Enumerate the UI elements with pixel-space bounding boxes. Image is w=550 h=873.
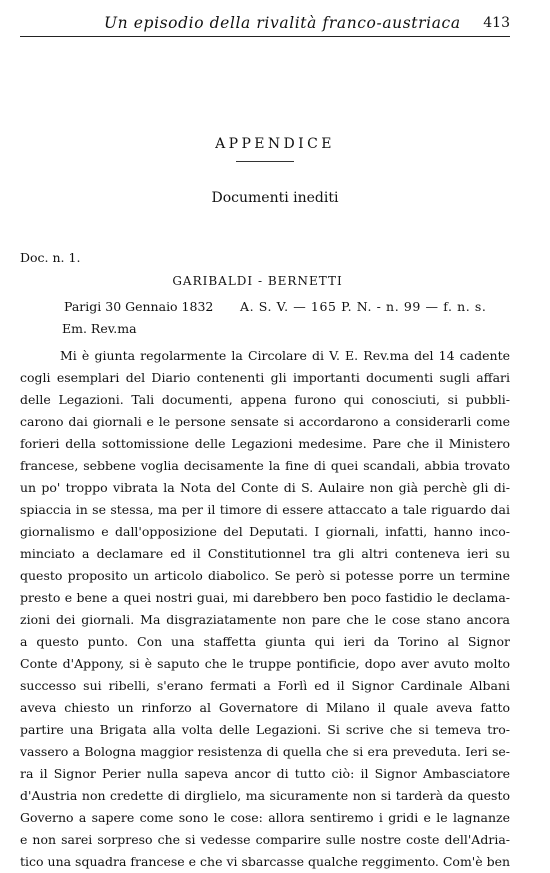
body-line: questo proposito un articolo diabolico. Se però si potesse porre un termine (20, 568, 510, 583)
body-line: vassero a Bologna maggior resistenza di quella che si era preveduta. Ieri se- (20, 744, 510, 759)
section-title: APPENDICE (215, 136, 335, 152)
body-line: tico una squadra francese e che vi sbarcasse qualche reggimento. Com'è ben (20, 854, 511, 869)
body-line: aveva chiesto un rinforzo al Governatore di Milano il quale aveva fatto (20, 700, 510, 715)
letter-salutation: Em. Rev.ma (62, 321, 137, 336)
body-line: spiaccia in se stessa, ma per il timore di essere attaccato a tale riguardo dai (20, 502, 510, 517)
letter-place-date: Parigi 30 Gennaio 1832 (64, 299, 214, 314)
section-divider (236, 161, 294, 162)
page-header (20, 14, 510, 37)
body-line: forieri della sottomissione delle Legazioni medesime. Pare che il Ministero (20, 436, 510, 451)
body-line: cogli esemplari del Diario contenenti gli importanti documenti sugli affari (20, 370, 510, 385)
body-line: Governo a sapere come sono le cose: allora sentiremo i gridi e le lagnanze (20, 810, 510, 825)
body-line: carono dai giornali e le persone sensate si accordarono a considerarli come (20, 414, 510, 429)
running-title: Un episodio della rivalità franco-austriaca (104, 14, 461, 32)
body-line: ra il Signor Perier nulla sapeva ancor di tutto ciò: il Signor Ambasciatore (20, 766, 510, 781)
body-line: un po' troppo vibrata la Nota del Conte di S. Aulaire non già perchè gli di- (20, 480, 510, 495)
body-line: Conte d'Appony, si è saputo che le truppe pontificie, dopo aver avuto molto (20, 656, 510, 671)
body-line: minciato a declamare ed il Constitutionnel tra gli altri conteneva ieri su (20, 546, 510, 561)
body-line: giornalismo e dall'opposizione del Deputati. I giornali, infatti, hanno inco- (20, 524, 510, 539)
body-line: zioni dei giornali. Ma disgraziatamente non pare che le cose stano ancora (20, 612, 510, 627)
body-line: a questo punto. Con una staffetta giunta qui ieri da Torino al Signor (20, 634, 510, 649)
body-line: successo sui ribelli, s'erano fermati a Forlì ed il Signor Cardinale Albani (20, 678, 510, 693)
body-line: francese, sebbene voglia decisamente la fine di quei scandali, abbia trovato (20, 458, 510, 473)
page-number: 413 (483, 15, 510, 31)
body-line: d'Austria non credette di dirglielo, ma sicuramente non si tarderà da questo (20, 788, 510, 803)
body-line: e non sarei sorpreso che si vedesse comparire sulle nostre coste dell'Adria- (20, 832, 510, 847)
body-line: partire una Brigata alla volta delle Legazioni. Si scrive che si temeva tro- (20, 722, 510, 737)
body-line: Mi è giunta regolarmente la Circolare di V. E. Rev.ma del 14 cadente (60, 348, 510, 363)
section-subtitle: Documenti inediti (211, 190, 339, 206)
letter-body (20, 345, 510, 873)
archive-reference: A. S. V. — 165 P. N. - n. 99 — f. n. s. (240, 299, 487, 314)
body-line: delle Legazioni. Tali documenti, appena furono qui conosciuti, si pubbli- (20, 392, 510, 407)
body-line: presto e bene a quei nostri guai, mi darebbero ben poco fastidio le declama- (20, 590, 510, 605)
letter-heading: GARIBALDI - BERNETTI (172, 274, 343, 288)
document-number: Doc. n. 1. (20, 250, 81, 265)
